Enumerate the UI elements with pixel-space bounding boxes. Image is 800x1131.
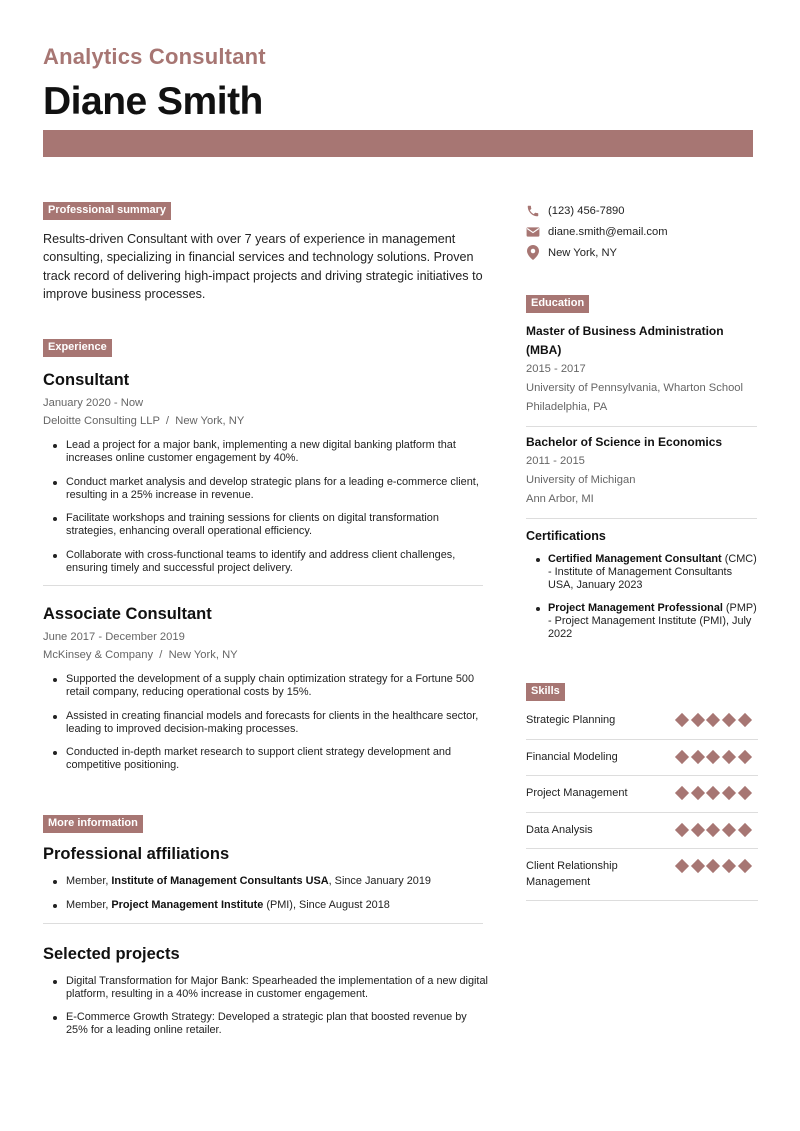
education-place: Ann Arbor, MI (526, 493, 594, 505)
job-bullets (43, 439, 488, 575)
rating-diamond-icon (738, 786, 752, 800)
cert-detail: (CMC) - Institute of Management Consultants USA, January 2023 (548, 553, 757, 591)
rating-diamond-icon (706, 859, 720, 873)
job-title: Associate Consultant (43, 605, 212, 623)
rating-diamond-icon (706, 713, 720, 727)
rating-diamond-icon (675, 749, 689, 763)
certifications-title: Certifications (526, 529, 606, 543)
certifications-list (526, 553, 758, 641)
job-dates: June 2017 - December 2019 (43, 631, 185, 643)
rating-diamond-icon (722, 749, 736, 763)
rating-diamond-icon (675, 786, 689, 800)
skills-section (526, 681, 758, 901)
affiliation-suffix: , Since January 2019 (328, 875, 431, 887)
affiliation-org: Project Management Institute (111, 899, 264, 911)
skill-rating (677, 785, 755, 798)
skill-name: Strategic Planning (526, 714, 616, 726)
list-item (526, 553, 758, 592)
rating-diamond-icon (691, 713, 705, 727)
skill-name: Data Analysis (526, 823, 593, 836)
rating-diamond-icon (706, 822, 720, 836)
affiliations-title: Professional affiliations (43, 845, 230, 863)
list-item (526, 602, 758, 641)
projects-title: Selected projects (43, 944, 180, 963)
phone-text: (123) 456-7890 (548, 204, 625, 217)
skill-rating (677, 712, 755, 725)
contact-block (526, 200, 758, 263)
affiliation-prefix: Member, (66, 899, 112, 911)
location-pin-icon (526, 246, 540, 260)
education-entry (526, 322, 758, 417)
list-item: Lead a project for a major bank, implementing a new digital banking platform that increases online customer engagement by 40%. (43, 439, 488, 465)
phone-icon (526, 204, 540, 218)
skill-row (526, 849, 758, 901)
education-dates: 2011 - 2015 (526, 455, 585, 467)
experience-label: Experience (43, 339, 112, 357)
experience-section (43, 337, 488, 783)
list-item (43, 899, 488, 912)
education-school: University of Pennsylvania, Wharton School (526, 382, 744, 394)
contact-phone (526, 200, 758, 221)
job-company: McKinsey & Company / New York, NY (43, 649, 238, 661)
skill-name: Financial Modeling (526, 750, 618, 763)
education-section (526, 293, 758, 651)
rating-diamond-icon (691, 749, 705, 763)
location-text: New York, NY (548, 246, 618, 259)
rating-diamond-icon (706, 786, 720, 800)
job-company: Deloitte Consulting LLP / New York, NY (43, 415, 245, 427)
divider (526, 518, 757, 519)
summary-section (43, 200, 488, 303)
degree: Bachelor of Science in Economics (526, 435, 723, 449)
job-bullets (43, 673, 488, 772)
more-info-label: More information (43, 815, 143, 833)
list-item: Supported the development of a supply chain optimization strategy for a Fortune 500 retail company, reducing operational costs by 15%. (43, 673, 488, 699)
rating-diamond-icon (675, 822, 689, 836)
list-item: Facilitate workshops and training sessions for clients on digital transformation strategies, enhancing overall operational efficiency. (43, 512, 488, 538)
affiliations-list (43, 875, 488, 912)
skill-row (526, 740, 758, 777)
certifications-section (526, 529, 758, 641)
skill-row (526, 813, 758, 850)
list-item: Conducted in-depth market research to support client strategy development and competitive positioning. (43, 746, 488, 772)
education-entry (526, 433, 758, 509)
list-item: E-Commerce Growth Strategy: Developed a strategic plan that boosted revenue by 25% for a leading online retailer. (43, 1011, 488, 1037)
job-title: Consultant (43, 371, 130, 389)
rating-diamond-icon (675, 713, 689, 727)
skill-name: Client Relationship Management (526, 860, 618, 888)
header-banner (43, 130, 753, 157)
rating-diamond-icon (675, 859, 689, 873)
affiliation-prefix: Member, (66, 875, 112, 887)
more-info-section (43, 813, 488, 1048)
rating-diamond-icon (706, 749, 720, 763)
education-dates: 2015 - 2017 (526, 363, 586, 375)
list-item (43, 875, 488, 888)
rating-diamond-icon (722, 786, 736, 800)
cert-name: Certified Management Consultant (548, 553, 722, 565)
list-item: Digital Transformation for Major Bank: Spearheaded the implementation of a new digital platform, resulting in a 40% increase in customer engagement. (43, 975, 488, 1001)
summary-label: Professional summary (43, 202, 171, 220)
list-item: Conduct market analysis and develop strategic plans for a leading e-commerce client, resulting in a 25% increase in revenue. (43, 476, 488, 502)
job-entry (43, 371, 488, 575)
skill-row (526, 776, 758, 813)
rating-diamond-icon (738, 713, 752, 727)
contact-location (526, 242, 758, 263)
divider (526, 426, 757, 427)
rating-diamond-icon (691, 859, 705, 873)
rating-diamond-icon (722, 859, 736, 873)
projects-list (43, 975, 488, 1038)
rating-diamond-icon (738, 749, 752, 763)
summary-text: Results-driven Consultant with over 7 years of experience in management consulting, specializing in financial services and technology solutions. Proven track record of delivering high-impact projects and driving strategic initiatives to improve business processes. (43, 232, 483, 301)
rating-diamond-icon (738, 859, 752, 873)
skills-list (526, 703, 758, 901)
education-place: Philadelphia, PA (526, 401, 608, 413)
education-label: Education (526, 295, 589, 313)
divider (43, 923, 483, 924)
skill-rating (677, 858, 755, 871)
rating-diamond-icon (738, 822, 752, 836)
affiliation-suffix: (PMI), Since August 2018 (263, 899, 390, 911)
degree: Master of Business Administration (MBA) (526, 324, 724, 357)
job-dates: January 2020 - Now (43, 397, 144, 409)
email-icon (526, 225, 540, 239)
email-text: diane.smith@email.com (548, 225, 668, 238)
skill-name: Project Management (526, 787, 628, 799)
job-entry (43, 605, 488, 772)
candidate-name: Diane Smith (43, 80, 263, 123)
cert-name: Project Management Professional (548, 602, 723, 614)
contact-email (526, 221, 758, 242)
rating-diamond-icon (691, 786, 705, 800)
education-school: University of Michigan (526, 474, 636, 486)
rating-diamond-icon (691, 822, 705, 836)
skill-rating (677, 822, 755, 835)
right-column (526, 200, 758, 888)
resume-job-title: Analytics Consultant (43, 44, 266, 69)
rating-diamond-icon (722, 713, 736, 727)
rating-diamond-icon (722, 822, 736, 836)
skill-row (526, 703, 758, 740)
list-item: Collaborate with cross-functional teams to identify and address client challenges, ensuring timely and successful project delivery. (43, 549, 488, 575)
list-item: Assisted in creating financial models and forecasts for clients in the healthcare sector, leading to improved decision-making processes. (43, 710, 488, 736)
affiliation-org: Institute of Management Consultants USA (111, 875, 329, 887)
divider (43, 585, 483, 586)
skills-label: Skills (526, 683, 565, 701)
cert-detail: (PMP) - Project Management Institute (PMI), July 2022 (548, 602, 757, 640)
skill-rating (677, 749, 755, 762)
